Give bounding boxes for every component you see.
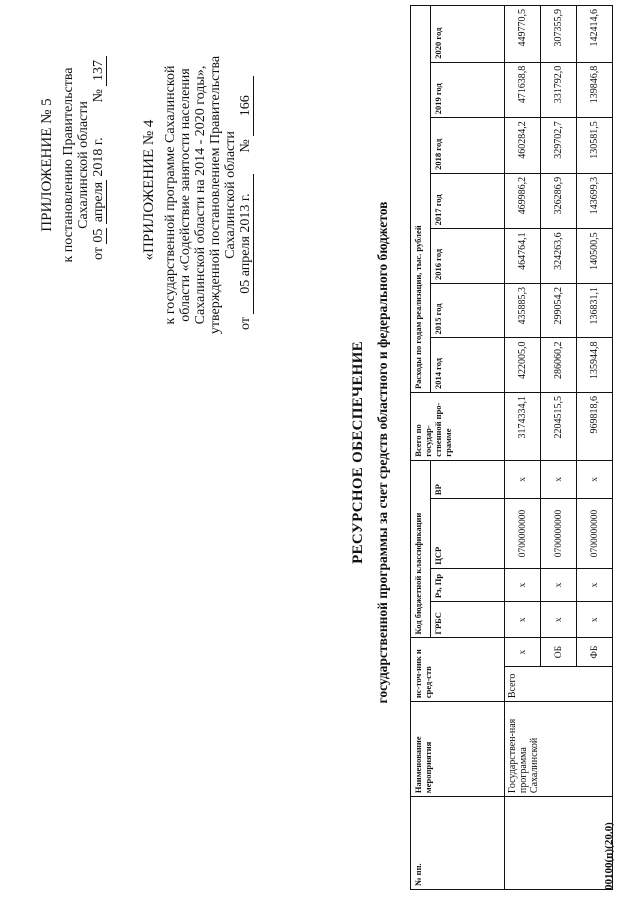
cell-csr: 0700000000 (577, 499, 613, 569)
header-name: Наименование мероприятия (411, 702, 505, 797)
header-budget-code: Код бюджетной классификации (411, 460, 431, 638)
appendix-4-line-4: утвержденной постановлением Правительства (208, 55, 223, 335)
appendix-5-date-line (91, 40, 107, 260)
appendix-5-month: апреля (91, 181, 106, 223)
cell-source: ФБ (577, 638, 613, 666)
appendix-5-number: 137 (91, 56, 107, 86)
header-year-2017: 2017 год (431, 173, 505, 229)
cell-2019: 471638,8 (505, 62, 541, 118)
table-row (505, 6, 541, 890)
header-year-2016: 2016 год (431, 229, 505, 284)
cell-2018: 130581,5 (577, 118, 613, 174)
header-grbs: ГРБС (431, 602, 505, 638)
header-year-2018: 2018 год (431, 118, 505, 174)
cell-2015: 299054,2 (541, 283, 577, 338)
appendix-4-line-3: Сахалинской области на 2014 - 2020 годы», (193, 65, 208, 325)
header-csr: ЦСР (431, 499, 505, 569)
cell-source: x (505, 638, 541, 666)
cell-program-name: Государствен-ная программа Сахалинской (505, 702, 613, 797)
cell-rz-pr: x (505, 568, 541, 601)
appendix-4-line-1: к государственной программе Сахалинской (163, 65, 178, 325)
appendix-4-line-2: области «Содействие занятости населения (178, 68, 193, 322)
cell-vr: x (505, 460, 541, 498)
appendix-4-from-label: от (238, 317, 253, 330)
cell-grbs: x (505, 602, 541, 638)
cell-grbs: x (541, 602, 577, 638)
header-year-2019: 2019 год (431, 62, 505, 118)
cell-grbs: x (577, 602, 613, 638)
appendix-5-block (40, 40, 107, 330)
header-vr: ВР (431, 460, 505, 498)
appendix-5-day: 05 (91, 228, 106, 243)
cell-2020: 449770,5 (505, 6, 541, 63)
appendix-4-date-line (238, 45, 254, 330)
cell-2015: 136831,1 (577, 283, 613, 338)
cell-rz-pr: x (541, 568, 577, 601)
cell-2020: 307355,9 (541, 6, 577, 63)
cell-2015: 435885,3 (505, 283, 541, 338)
cell-total-label: Всего (505, 666, 613, 701)
cell-2014: 135944,8 (577, 338, 613, 393)
appendix-5-year: 2018 (91, 148, 106, 177)
cell-2020: 142414,6 (577, 6, 613, 63)
cell-2017: 469986,2 (505, 173, 541, 229)
appendix-4-date: 05 апреля 2013 г. (238, 174, 254, 314)
header-year-2020: 2020 год (431, 6, 505, 63)
resource-table (410, 5, 613, 890)
header-expenses: Расходы по годам реализации, тыс. рублей (411, 6, 431, 393)
cell-total: 3174334,1 (505, 393, 541, 461)
appendix-4-line-5: Сахалинской области (223, 131, 238, 259)
cell-2018: 460284,2 (505, 118, 541, 174)
footer-code: 00100(п)(20.0) (603, 822, 615, 890)
cell-vr: x (577, 460, 613, 498)
cell-2016: 464764,1 (505, 229, 541, 284)
cell-rz-pr: x (577, 568, 613, 601)
cell-2019: 139846,8 (577, 62, 613, 118)
cell-total: 2204515,5 (541, 393, 577, 461)
header-year-2015: 2015 год (431, 283, 505, 338)
cell-total: 969818,6 (577, 393, 613, 461)
appendix-5-year-suffix: г. (91, 137, 106, 146)
appendix-4-num-label: № (238, 139, 253, 153)
cell-row-number (505, 797, 613, 890)
appendix-4-block (142, 45, 254, 345)
appendix-5-num-label: № (91, 89, 106, 103)
cell-source: ОБ (541, 638, 577, 666)
cell-csr: 0700000000 (541, 499, 577, 569)
header-rz-pr: Рз, Пр (431, 568, 505, 601)
header-source: ис-точ-ник и сред-ств (411, 638, 505, 702)
cell-2017: 326286,9 (541, 173, 577, 229)
document-title: РЕСУРСНОЕ ОБЕСПЕЧЕНИЕ (350, 341, 366, 564)
table-header-row-1 (411, 6, 431, 890)
cell-2019: 331792,0 (541, 62, 577, 118)
cell-2016: 140500,5 (577, 229, 613, 284)
cell-2018: 329702,7 (541, 118, 577, 174)
cell-2014: 286060,2 (541, 338, 577, 393)
header-year-2014: 2014 год (431, 338, 505, 393)
cell-2017: 143699,3 (577, 173, 613, 229)
appendix-4-number: 166 (238, 76, 254, 136)
document-subtitle: государственной программы за счет средств областного и федерального бюджетов (375, 201, 390, 704)
header-total: Всего по государ-ственной про-грамме (411, 393, 505, 461)
appendix-4-title: «ПРИЛОЖЕНИЕ № 4 (141, 119, 157, 261)
cell-csr: 0700000000 (505, 499, 541, 569)
appendix-5-line-1: к постановлению Правительства (61, 67, 76, 263)
cell-vr: x (541, 460, 577, 498)
header-number: № пп. (411, 797, 505, 890)
cell-2016: 324263,6 (541, 229, 577, 284)
cell-2014: 422005,0 (505, 338, 541, 393)
appendix-5-line-2: Сахалинской области (76, 101, 91, 229)
appendix-5-title: ПРИЛОЖЕНИЕ № 5 (39, 98, 55, 232)
appendix-5-from-label: от (91, 247, 106, 260)
